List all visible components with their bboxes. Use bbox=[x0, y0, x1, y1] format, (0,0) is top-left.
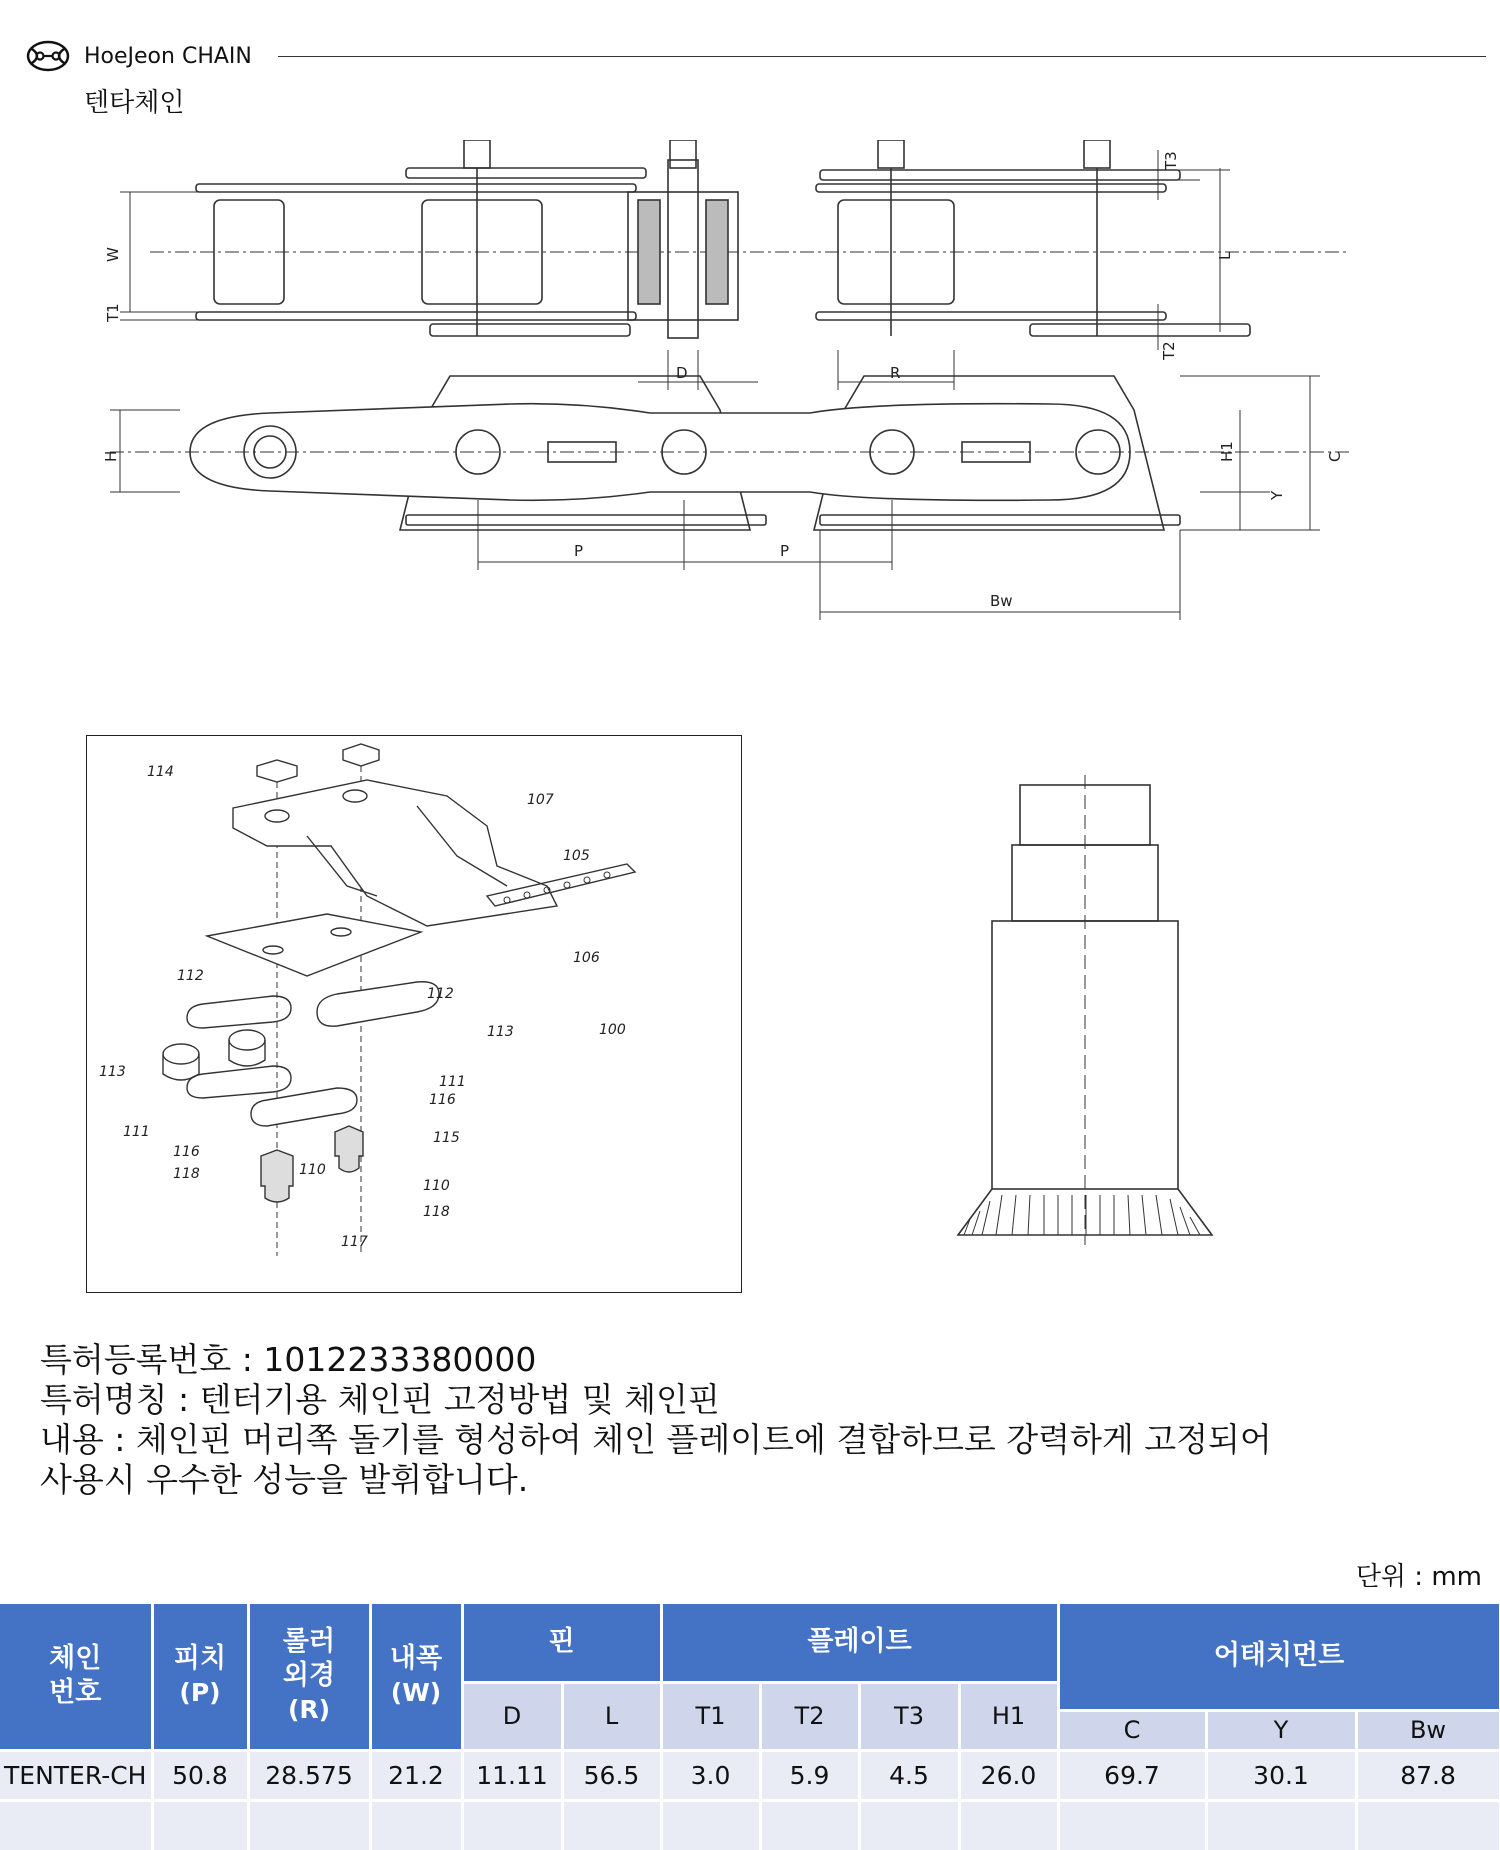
dim-label-r: R bbox=[890, 364, 901, 382]
dim-label-l: L bbox=[1216, 251, 1234, 260]
table-row-empty bbox=[0, 1800, 1500, 1850]
part-label-117: 117 bbox=[341, 1234, 368, 1250]
subheader-t1: T1 bbox=[661, 1682, 760, 1750]
part-label-111a: 111 bbox=[439, 1074, 466, 1090]
cell-p: 50.8 bbox=[152, 1750, 248, 1800]
dim-label-t3: T3 bbox=[1162, 151, 1180, 170]
part-label-106: 106 bbox=[573, 950, 600, 966]
header-pitch: 피치 (P) bbox=[152, 1604, 248, 1750]
chain-technical-drawing bbox=[90, 140, 1450, 660]
brand-name: HoeJeon CHAIN bbox=[84, 44, 252, 69]
chain-link-logo-icon bbox=[26, 40, 70, 72]
dim-label-d: D bbox=[676, 364, 688, 382]
table-row bbox=[0, 1750, 1500, 1800]
part-label-118b: 118 bbox=[423, 1204, 450, 1220]
part-label-113b: 113 bbox=[99, 1064, 126, 1080]
unit-label: 단위 : mm bbox=[1355, 1562, 1482, 1592]
patent-content: 내용 : 체인핀 머리쪽 돌기를 형성하여 체인 플레이트에 결합하므로 강력하게 고정되어 bbox=[40, 1420, 1272, 1459]
cell-t3: 4.5 bbox=[859, 1750, 959, 1800]
dim-label-t1: T1 bbox=[104, 303, 122, 322]
part-label-105: 105 bbox=[563, 848, 590, 864]
subheader-bw: Bw bbox=[1356, 1710, 1500, 1750]
part-label-111b: 111 bbox=[123, 1124, 150, 1140]
cell-c: 69.7 bbox=[1058, 1750, 1206, 1800]
subheader-d: D bbox=[462, 1682, 562, 1750]
subheader-l: L bbox=[562, 1682, 661, 1750]
header-pin: 핀 bbox=[462, 1604, 661, 1682]
part-label-116b: 116 bbox=[173, 1144, 200, 1160]
part-label-116a: 116 bbox=[429, 1092, 456, 1108]
header-rule bbox=[278, 56, 1486, 57]
chain-pin-drawing bbox=[940, 775, 1220, 1255]
part-label-112a: 112 bbox=[177, 968, 204, 984]
cell-t1: 3.0 bbox=[661, 1750, 760, 1800]
part-label-115: 115 bbox=[433, 1130, 460, 1146]
subheader-t2: T2 bbox=[760, 1682, 859, 1750]
dim-label-y: Y bbox=[1268, 490, 1286, 500]
cell-d: 11.11 bbox=[462, 1750, 562, 1800]
cell-chain: TENTER-CH bbox=[0, 1750, 152, 1800]
cell-w: 21.2 bbox=[370, 1750, 462, 1800]
dim-label-h1: H1 bbox=[1218, 441, 1236, 462]
part-label-112b: 112 bbox=[427, 986, 454, 1002]
cell-l: 56.5 bbox=[562, 1750, 661, 1800]
patent-number: 특허등록번호 : 1012233380000 bbox=[40, 1340, 537, 1379]
subheader-c: C bbox=[1058, 1710, 1206, 1750]
exploded-assembly-drawing bbox=[86, 735, 742, 1293]
part-label-107: 107 bbox=[527, 792, 554, 808]
spec-table bbox=[0, 1604, 1500, 1850]
header-attachment: 어태치먼트 bbox=[1058, 1604, 1500, 1710]
part-label-110b: 110 bbox=[423, 1178, 450, 1194]
part-label-114: 114 bbox=[147, 764, 174, 780]
cell-bw: 87.8 bbox=[1356, 1750, 1500, 1800]
page-title: 텐타체인 bbox=[84, 88, 185, 118]
subheader-h1: H1 bbox=[959, 1682, 1058, 1750]
patent-description bbox=[40, 1340, 1460, 1500]
patent-title: 특허명칭 : 텐터기용 체인핀 고정방법 및 체인핀 bbox=[40, 1380, 720, 1419]
page-header bbox=[26, 36, 1466, 126]
cell-t2: 5.9 bbox=[760, 1750, 859, 1800]
dim-label-p2: P bbox=[780, 542, 790, 560]
dim-label-h: H bbox=[102, 450, 120, 462]
part-label-100: 100 bbox=[599, 1022, 626, 1038]
header-inner-width: 내폭 (W) bbox=[370, 1604, 462, 1750]
subheader-y: Y bbox=[1206, 1710, 1356, 1750]
cell-r: 28.575 bbox=[248, 1750, 370, 1800]
header-roller-dia: 롤러 외경 (R) bbox=[248, 1604, 370, 1750]
subheader-t3: T3 bbox=[859, 1682, 959, 1750]
cell-y: 30.1 bbox=[1206, 1750, 1356, 1800]
dim-label-bw: Bw bbox=[990, 592, 1013, 610]
dim-label-w: W bbox=[104, 247, 122, 262]
dim-label-p1: P bbox=[574, 542, 584, 560]
dim-label-c: C bbox=[1326, 451, 1344, 462]
header-chain-no: 체인 번호 bbox=[0, 1604, 152, 1750]
part-label-110a: 110 bbox=[299, 1162, 326, 1178]
part-label-113a: 113 bbox=[487, 1024, 514, 1040]
patent-content-cont: 사용시 우수한 성능을 발휘합니다. bbox=[40, 1460, 529, 1499]
header-plate: 플레이트 bbox=[661, 1604, 1058, 1682]
cell-h1: 26.0 bbox=[959, 1750, 1058, 1800]
dim-label-t2: T2 bbox=[1160, 341, 1178, 360]
part-label-118a: 118 bbox=[173, 1166, 200, 1182]
